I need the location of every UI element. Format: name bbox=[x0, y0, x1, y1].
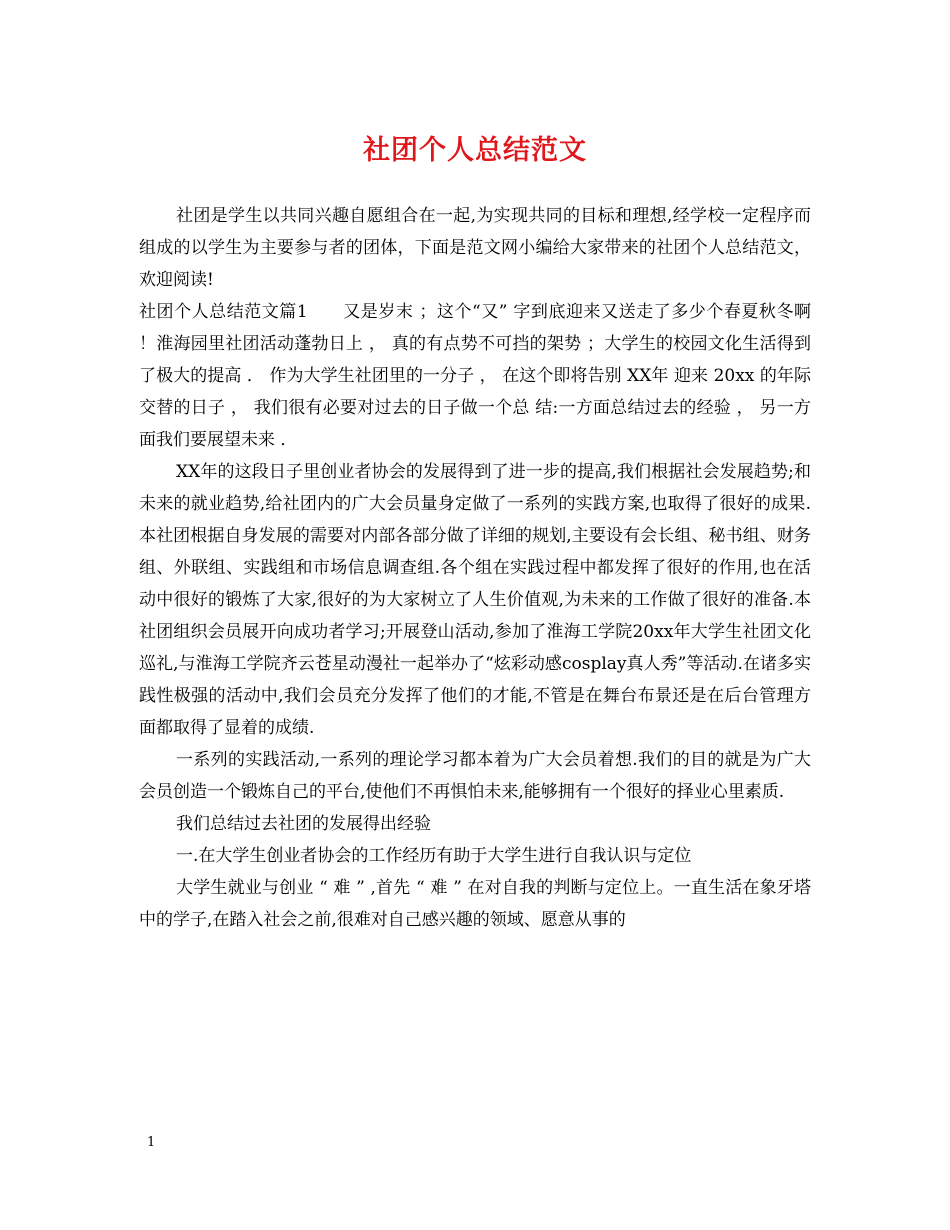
paragraph: 大学生就业与创业 “ 难 ” ,首先 “ 难 ” 在对自我的判断与定位上。一直生活在象牙塔中的学子,在踏入社会之前,很难对自己感兴趣的领域、愿意从事的 bbox=[139, 878, 811, 930]
page-number: 1 bbox=[147, 1135, 156, 1150]
paragraph: 社团个人总结范文篇1 又是岁末 ；这个“又” 字到底迎来又送走了多少个春夏秋冬啊 ！淮海园里社团活动蓬勃日上 ， 真的有点势不可挡的架势 ；大学生的校园文化生活得到了极大的提高 ． 作为大学生社团里的一分子 ， 在这个即将告别 XX年 迎来 20xx 的年际交替的日子 ， 我们很有必要对过去的日子做一个总 结:一方面总结过去的经验 ， 另一方面我们要展望未来 ． bbox=[139, 302, 811, 450]
paragraph: 一系列的实践活动,一系列的理论学习都本着为广大会员着想.我们的目的就是为广大会员创造一个锻炼自己的平台,使他们不再惧怕未来,能够拥有一个很好的择业心里素质. bbox=[139, 750, 811, 802]
document-body bbox=[139, 200, 811, 936]
paragraph: 一.在大学生创业者协会的工作经历有助于大学生进行自我认识与定位 bbox=[176, 846, 692, 866]
paragraph: XX年的这段日子里创业者协会的发展得到了进一步的提高,我们根据社会发展趋势;和未来的就业趋势,给社团内的广大会员量身定做了一系列的实践方案,也取得了很好的成果.本社团根据自身发展的需要对内部各部分做了详细的规划,主要设有会长组、秘书组、财务组、外联组、实践组和市场信息调查组.各个组在实践过程中都发挥了很好的作用,也在活动中很好的锻炼了大家,很好的为大家树立了人生价值观,为未来的工作做了很好的准备.本社团组织会员展开向成功者学习;开展登山活动,参加了淮海工学院20xx年大学生社团文化巡礼,与淮海工学院齐云苍星动漫社一起举办了“炫彩动感cosplay真人秀”等活动.在诸多实践性极强的活动中,我们会员充分发挥了他们的才能,不管是在舞台布景还是在后台管理方面都取得了显着的成绩. bbox=[139, 462, 811, 738]
document-title: 社团个人总结范文 bbox=[363, 135, 587, 166]
paragraph: 社团是学生以共同兴趣自愿组合在一起,为实现共同的目标和理想,经学校一定程序而组成的以学生为主要参与者的团体，下面是范文网小编给大家带来的社团个人总结范文，欢迎阅读! bbox=[139, 206, 811, 290]
paragraph: 我们总结过去社团的发展得出经验 bbox=[176, 814, 431, 834]
